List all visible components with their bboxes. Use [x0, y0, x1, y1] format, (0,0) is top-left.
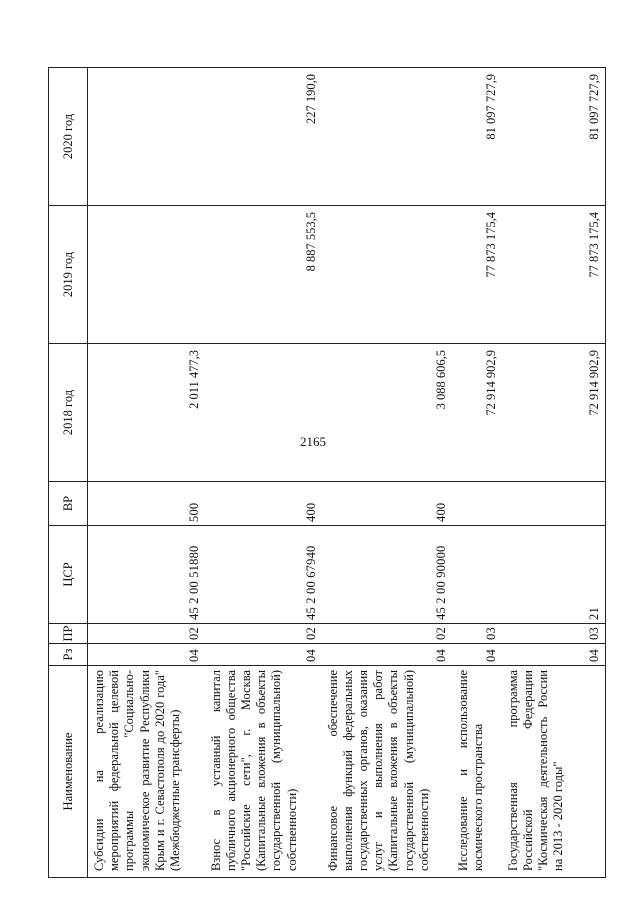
row-rz: 04 — [322, 644, 452, 666]
row-2019 — [88, 206, 205, 344]
table-header-row — [49, 68, 88, 878]
row-rz: 04 — [502, 644, 606, 666]
row-name: Финансовое обеспечение выполнения функций федеральных государственных органов, оказания услуг и выполнения работ (Капитальные вложения в объекты государственной (муниципальной) собственности) — [322, 666, 452, 878]
row-2019: 77 873 175,4 — [452, 206, 502, 344]
header-pr: ПР — [49, 624, 88, 644]
row-name: Исследование и использование космического пространства — [452, 666, 502, 878]
row-2020 — [88, 68, 205, 206]
row-2019: 8 887 553,5 — [205, 206, 322, 344]
row-pr: 02 — [88, 624, 205, 644]
row-name: Взнос в уставный капитал публичного акционерного общества "Российские сети", г. Москва (Капитальные вложения в объекты государственной (муниципальной) собственности) — [205, 666, 322, 878]
row-2018: 2 011 477,3 — [88, 344, 205, 482]
row-2019 — [322, 206, 452, 344]
row-csr: 45 2 00 90000 — [322, 526, 452, 624]
table-row — [322, 68, 452, 878]
header-2020: 2020 год — [49, 68, 88, 206]
header-rz: Рз — [49, 644, 88, 666]
header-vr: ВР — [49, 482, 88, 526]
row-csr: 21 — [502, 526, 606, 624]
row-rz: 04 — [88, 644, 205, 666]
header-2019: 2019 год — [49, 206, 88, 344]
header-csr: ЦСР — [49, 526, 88, 624]
row-rz: 04 — [452, 644, 502, 666]
budget-table — [48, 67, 606, 878]
row-2020: 227 190,0 — [205, 68, 322, 206]
row-csr: 45 2 00 51880 — [88, 526, 205, 624]
table-row — [502, 68, 606, 878]
header-name: Наименование — [49, 666, 88, 878]
row-2018: 72 914 902,9 — [452, 344, 502, 482]
rotated-table-container — [48, 68, 604, 878]
row-name: Субсидии на реализацию мероприятий федеральной целевой программы "Социально-экономическое развитие Республики Крым и г. Севастополя до 2020 года" (Межбюджетные трансферты) — [88, 666, 205, 878]
row-rz: 04 — [205, 644, 322, 666]
table-row — [452, 68, 502, 878]
page-number: 2165 — [300, 434, 326, 449]
table-row — [88, 68, 205, 878]
table-row — [205, 68, 322, 878]
row-2020 — [322, 68, 452, 206]
row-2018: 72 914 902,9 — [502, 344, 606, 482]
row-pr: 02 — [205, 624, 322, 644]
row-2018: 3 088 606,5 — [322, 344, 452, 482]
row-vr: 400 — [205, 482, 322, 526]
header-2018: 2018 год — [49, 344, 88, 482]
row-vr — [502, 482, 606, 526]
row-csr: 45 2 00 67940 — [205, 526, 322, 624]
row-2018 — [205, 344, 322, 482]
row-name: Государственная программа Российской Федерации "Космическая деятельность России на 2013 - 2020 годы" — [502, 666, 606, 878]
row-pr: 03 — [452, 624, 502, 644]
row-pr: 02 — [322, 624, 452, 644]
row-vr: 500 — [88, 482, 205, 526]
row-vr — [452, 482, 502, 526]
row-csr — [452, 526, 502, 624]
row-vr: 400 — [322, 482, 452, 526]
row-2019: 77 873 175,4 — [502, 206, 606, 344]
row-pr: 03 — [502, 624, 606, 644]
row-2020: 81 097 727,9 — [502, 68, 606, 206]
row-2020: 81 097 727,9 — [452, 68, 502, 206]
